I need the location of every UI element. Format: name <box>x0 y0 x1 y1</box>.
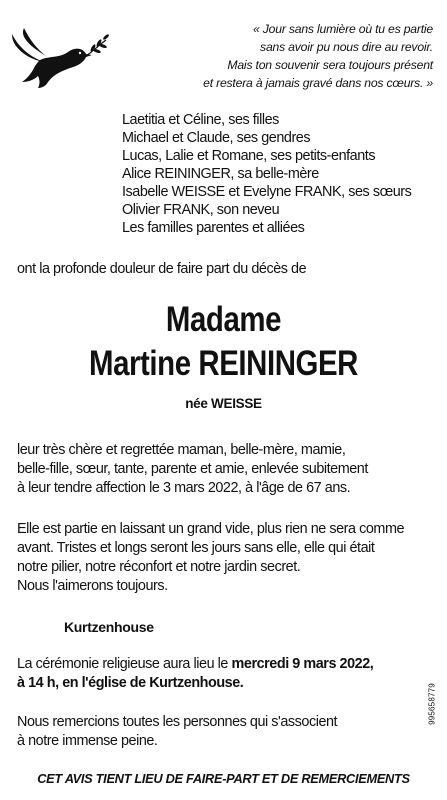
poem <box>133 20 433 92</box>
deceased-name: Martine REININGER <box>89 344 358 383</box>
honorific: Madame <box>165 300 282 339</box>
deceased-name-block <box>0 298 447 386</box>
announcement-intro: ont la profonde douleur de faire part du décès de <box>17 261 307 277</box>
poem-line: et restera à jamais gravé dans nos cœurs. » <box>203 76 433 90</box>
family-member: Alice REININGER, sa belle-mère <box>122 166 319 182</box>
poem-line: sans avoir pu nous dire au revoir. <box>260 40 433 54</box>
family-member: Les familles parentes et alliées <box>122 220 305 236</box>
place-heading: Kurtzenhouse <box>64 619 154 635</box>
paragraph-line: Nous remercions toutes les personnes qui s'associent <box>17 714 338 730</box>
thanks-paragraph <box>17 713 437 751</box>
paragraph-line: à leur tendre affection le 3 mars 2022, à l'âge de 67 ans. <box>17 480 351 496</box>
maiden-name: née WEISSE <box>185 396 262 411</box>
reference-number <box>418 662 446 742</box>
poem-line: « Jour sans lumière où tu es partie <box>253 22 433 36</box>
remembrance-paragraph <box>17 520 437 596</box>
family-member: Lucas, Lalie et Romane, ses petits-enfants <box>122 148 376 164</box>
family-list <box>122 111 411 237</box>
family-member: Olivier FRANK, son neveu <box>122 202 280 218</box>
paragraph-line: belle-fille, sœur, tante, parente et amie, enlevée subitement <box>17 461 368 477</box>
reference-number-text: 995658779 <box>427 683 437 725</box>
paragraph-line: notre pilier, notre réconfort et notre jardin secret. <box>17 559 301 575</box>
family-member: Michael et Claude, ses gendres <box>122 130 311 146</box>
ceremony-time-place: à 14 h, en l'église de Kurtzenhouse. <box>17 675 244 691</box>
dove-with-olive-branch-icon <box>10 22 110 94</box>
family-member: Isabelle WEISSE et Evelyne FRANK, ses sœurs <box>122 184 412 200</box>
paragraph-line: leur très chère et regrettée maman, belle-mère, mamie, <box>17 442 346 458</box>
ceremony-text: La cérémonie religieuse aura lieu le <box>17 656 232 672</box>
tribute-paragraph <box>17 441 437 498</box>
ceremony-date: mercredi 9 mars 2022, <box>231 656 374 672</box>
paragraph-line: Elle est partie en laissant un grand vide, plus rien ne sera comme <box>17 521 405 537</box>
footer-notice: CET AVIS TIENT LIEU DE FAIRE-PART ET DE REMERCIEMENTS <box>37 771 410 786</box>
paragraph-line: avant. Tristes et longs seront les jours sans elle, elle qui était <box>17 540 375 556</box>
family-member: Laetitia et Céline, ses filles <box>122 112 279 128</box>
poem-line: Mais ton souvenir sera toujours présent <box>227 58 433 72</box>
ceremony-paragraph <box>17 655 437 693</box>
paragraph-line: Nous l'aimerons toujours. <box>17 578 168 594</box>
paragraph-line: à notre immense peine. <box>17 733 158 749</box>
